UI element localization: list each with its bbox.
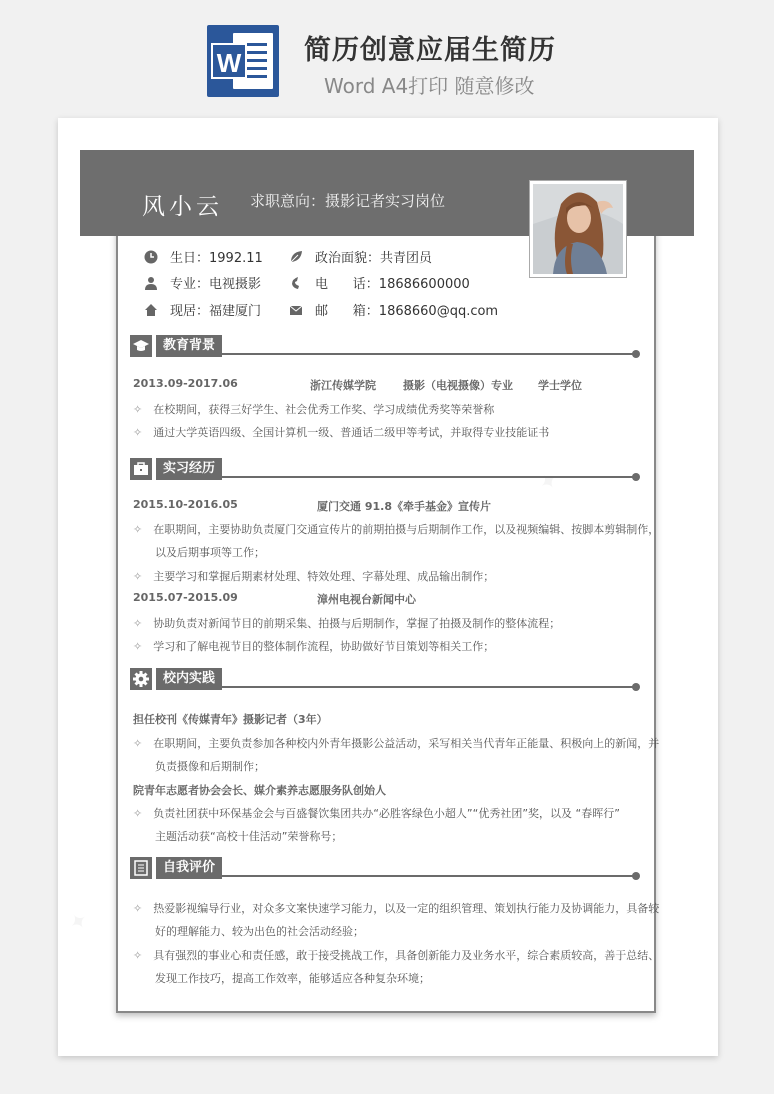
list-item-continued: 主题活动获“高校十佳活动”荣誉称号； [155,830,343,843]
job1-name: 厦门交通 91.8《牵手基金》宣传片 [317,500,491,513]
section-campus-header [130,668,640,690]
user-icon [144,276,158,290]
notebook-icon [130,857,152,879]
section-self-eval-header [130,857,640,879]
portrait-image [533,184,623,274]
list-item-continued: 以及后期事项等工作； [155,546,265,559]
list-item-continued: 好的理解能力、较为出色的社会活动经验； [155,925,364,938]
section-divider-dot [632,350,640,358]
banner [0,0,774,110]
campus-role2: 院青年志愿者协会会长、媒介素养志愿服务队创始人 [133,784,386,797]
list-item-continued: 发现工作技巧，提高工作效率，能够适应各种复杂环境； [155,972,430,985]
info-birthday [144,247,263,266]
list-item: ✧ 在职期间，主要协助负责厦门交通宣传片的前期拍摄与后期制作工作，以及视频编辑、按脚本剪辑制作， [133,523,660,536]
briefcase-icon [130,458,152,480]
graduation-cap-icon [130,335,152,357]
phone-icon [289,276,303,290]
info-email [289,300,498,319]
job2-period: 2015.07-2015.09 [133,591,238,604]
edu-period: 2013.09-2017.06 [133,377,238,390]
list-item: ✧ 协助负责对新闻节目的前期采集、拍摄与后期制作，掌握了拍摄及制作的整体流程； [133,617,561,630]
edu-school: 浙江传媒学院 [310,379,376,392]
phone-value: 电 话：18686600000 [315,277,470,292]
section-divider-dot [632,473,640,481]
residence-value: 现居：福建厦门 [170,304,262,319]
email-value: 邮 箱：1868660@qq.com [315,304,499,319]
list-item: ✧ 热爱影视编导行业，对众多文案快速学习能力，以及一定的组织管理、策划执行能力及协调能力，具备较 [133,902,660,915]
section-education-title: 教育背景 [156,335,222,357]
section-divider [156,476,634,478]
list-item: ✧ 在校期间，获得三好学生、社会优秀工作奖、学习成绩优秀奖等荣誉称 [133,403,495,416]
section-internship-title: 实习经历 [156,458,222,480]
info-phone [289,273,470,292]
campus-role1: 担任校刊《传媒青年》摄影记者（3年） [133,713,328,726]
political-value: 政治面貌：共青团员 [315,251,433,266]
word-logo-letter: W [211,43,247,79]
section-divider-dot [632,872,640,880]
info-residence [144,300,261,319]
section-self-eval-title: 自我评价 [156,857,222,879]
birthday-value: 生日：1992.11 [170,251,263,266]
list-item: ✧ 负责社团获中环保基金会与百盛餐饮集团共办“必胜客绿色小超人”“优秀社团”奖，以及 “春晖行” [133,807,620,820]
mail-icon [289,303,303,317]
list-item: ✧ 具有强烈的事业心和责任感，敢于接受挑战工作，具备创新能力及业务水平，综合素质较高，善于总结、 [133,949,660,962]
section-education-header [130,335,640,357]
clock-icon [144,250,158,264]
edu-degree: 学士学位 [538,379,582,392]
candidate-name: 风小云 [142,194,223,220]
page-subtitle: Word A4打印 随意修改 [324,74,535,98]
list-item-continued: 负责摄像和后期制作； [155,760,265,773]
major-value: 专业：电视摄影 [170,277,262,292]
job2-name: 漳州电视台新闻中心 [317,593,416,606]
section-campus-title: 校内实践 [156,668,222,690]
list-item: ✧ 主要学习和掌握后期素材处理、特效处理、字幕处理、成品输出制作； [133,570,495,583]
section-divider-dot [632,683,640,691]
page-title: 简历创意应届生简历 [304,35,556,66]
list-item: ✧ 在职期间，主要负责参加各种校内外青年摄影公益活动，采写相关当代青年正能量、积极向上的新闻，并 [133,737,660,750]
profile-photo [530,181,626,277]
home-icon [144,303,158,317]
list-item: ✧ 学习和了解电视节目的整体制作流程，协助做好节目策划等相关工作； [133,640,495,653]
section-divider [156,686,634,688]
info-major [144,273,261,292]
job1-period: 2015.10-2016.05 [133,498,238,511]
list-item: ✧ 通过大学英语四级、全国计算机一级、普通话二级甲等考试，并取得专业技能证书 [133,426,550,439]
leaf-icon [289,250,303,264]
word-logo-icon [207,25,279,97]
section-divider [156,353,634,355]
gear-icon [130,668,152,690]
edu-major: 摄影（电视摄像）专业 [403,379,513,392]
section-divider [156,875,634,877]
job-objective: 求职意向：摄影记者实习岗位 [250,192,446,210]
info-political [289,247,432,266]
section-internship-header [130,458,640,480]
